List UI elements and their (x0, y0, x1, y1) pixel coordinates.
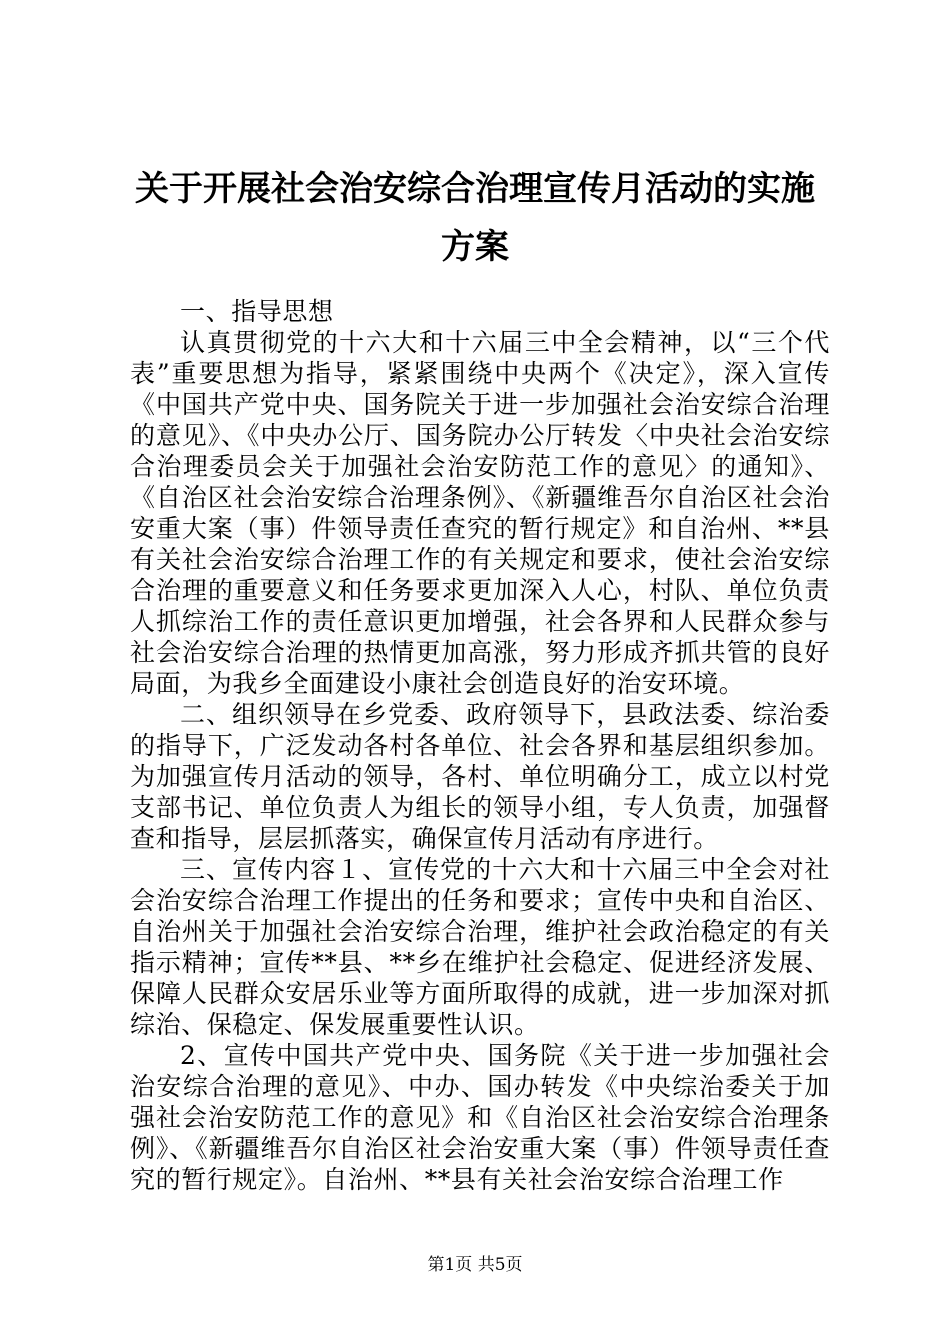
paragraph: 认真贯彻党的十六大和十六届三中全会精神，以“三个代表”重要思想为指导，紧紧围绕中央两个《决定》，深入宣传《中国共产党中央、国务院关于进一步加强社会治安综合治理的意见》、《中央办公厅、国务院办公厅转发〈中央社会治安综合治理委员会关于加强社会治安防范工作的意见〉的通知》、《自治区社会治安综合治理条例》、《新疆维吾尔自治区社会治安重大案（事）件领导责任查究的暂行规定》和自治州、**县有关社会治安综合治理工作的有关规定和要求，使社会治安综合治理的重要意义和任务要求更加深入人心，村队、单位负责人抓综治工作的责任意识更加增强，社会各界和人民群众参与社会治安综合治理的热情更加高涨，努力形成齐抓共管的良好局面，为我乡全面建设小康社会创造良好的治安环境。 (130, 328, 830, 698)
page-number: 第1页 (427, 1255, 473, 1275)
paragraph: 三、宣传内容１、宣传党的十六大和十六届三中全会对社会治安综合治理工作提出的任务和要求；宣传中央和自治区、自治州关于加强社会治安综合治理，维护社会政治稳定的有关指示精神；宣传**县、**乡在维护社会稳定、促进经济发展、保障人民群众安居乐业等方面所取得的成就，进一步加深对抓综治、保稳定、保发展重要性认识。 (130, 855, 830, 1039)
document-body (130, 296, 830, 1195)
paragraph: 2、宣传中国共产党中央、国务院《关于进一步加强社会治安综合治理的意见》、中办、国办转发《中央综治委关于加强社会治安防范工作的意见》和《自治区社会治安综合治理条例》、《新疆维吾尔自治区社会治安重大案（事）件领导责任查究的暂行规定》。自治州、**县有关社会治安综合治理工作 (130, 1041, 830, 1194)
page-total: 共5页 (477, 1255, 523, 1275)
section-heading: 一、指导思想 (180, 297, 334, 326)
page-footer (0, 1250, 950, 1275)
document-title: 关于开展社会治安综合治理宣传月活动的实施方案 (135, 169, 815, 267)
paragraph: 二、组织领导在乡党委、政府领导下，县政法委、综治委的指导下，广泛发动各村各单位、社会各界和基层组织参加。为加强宣传月活动的领导，各村、单位明确分工，成立以村党支部书记、单位负责人为组长的领导小组，专人负责，加强督查和指导，层层抓落实，确保宣传月活动有序进行。 (130, 700, 830, 853)
